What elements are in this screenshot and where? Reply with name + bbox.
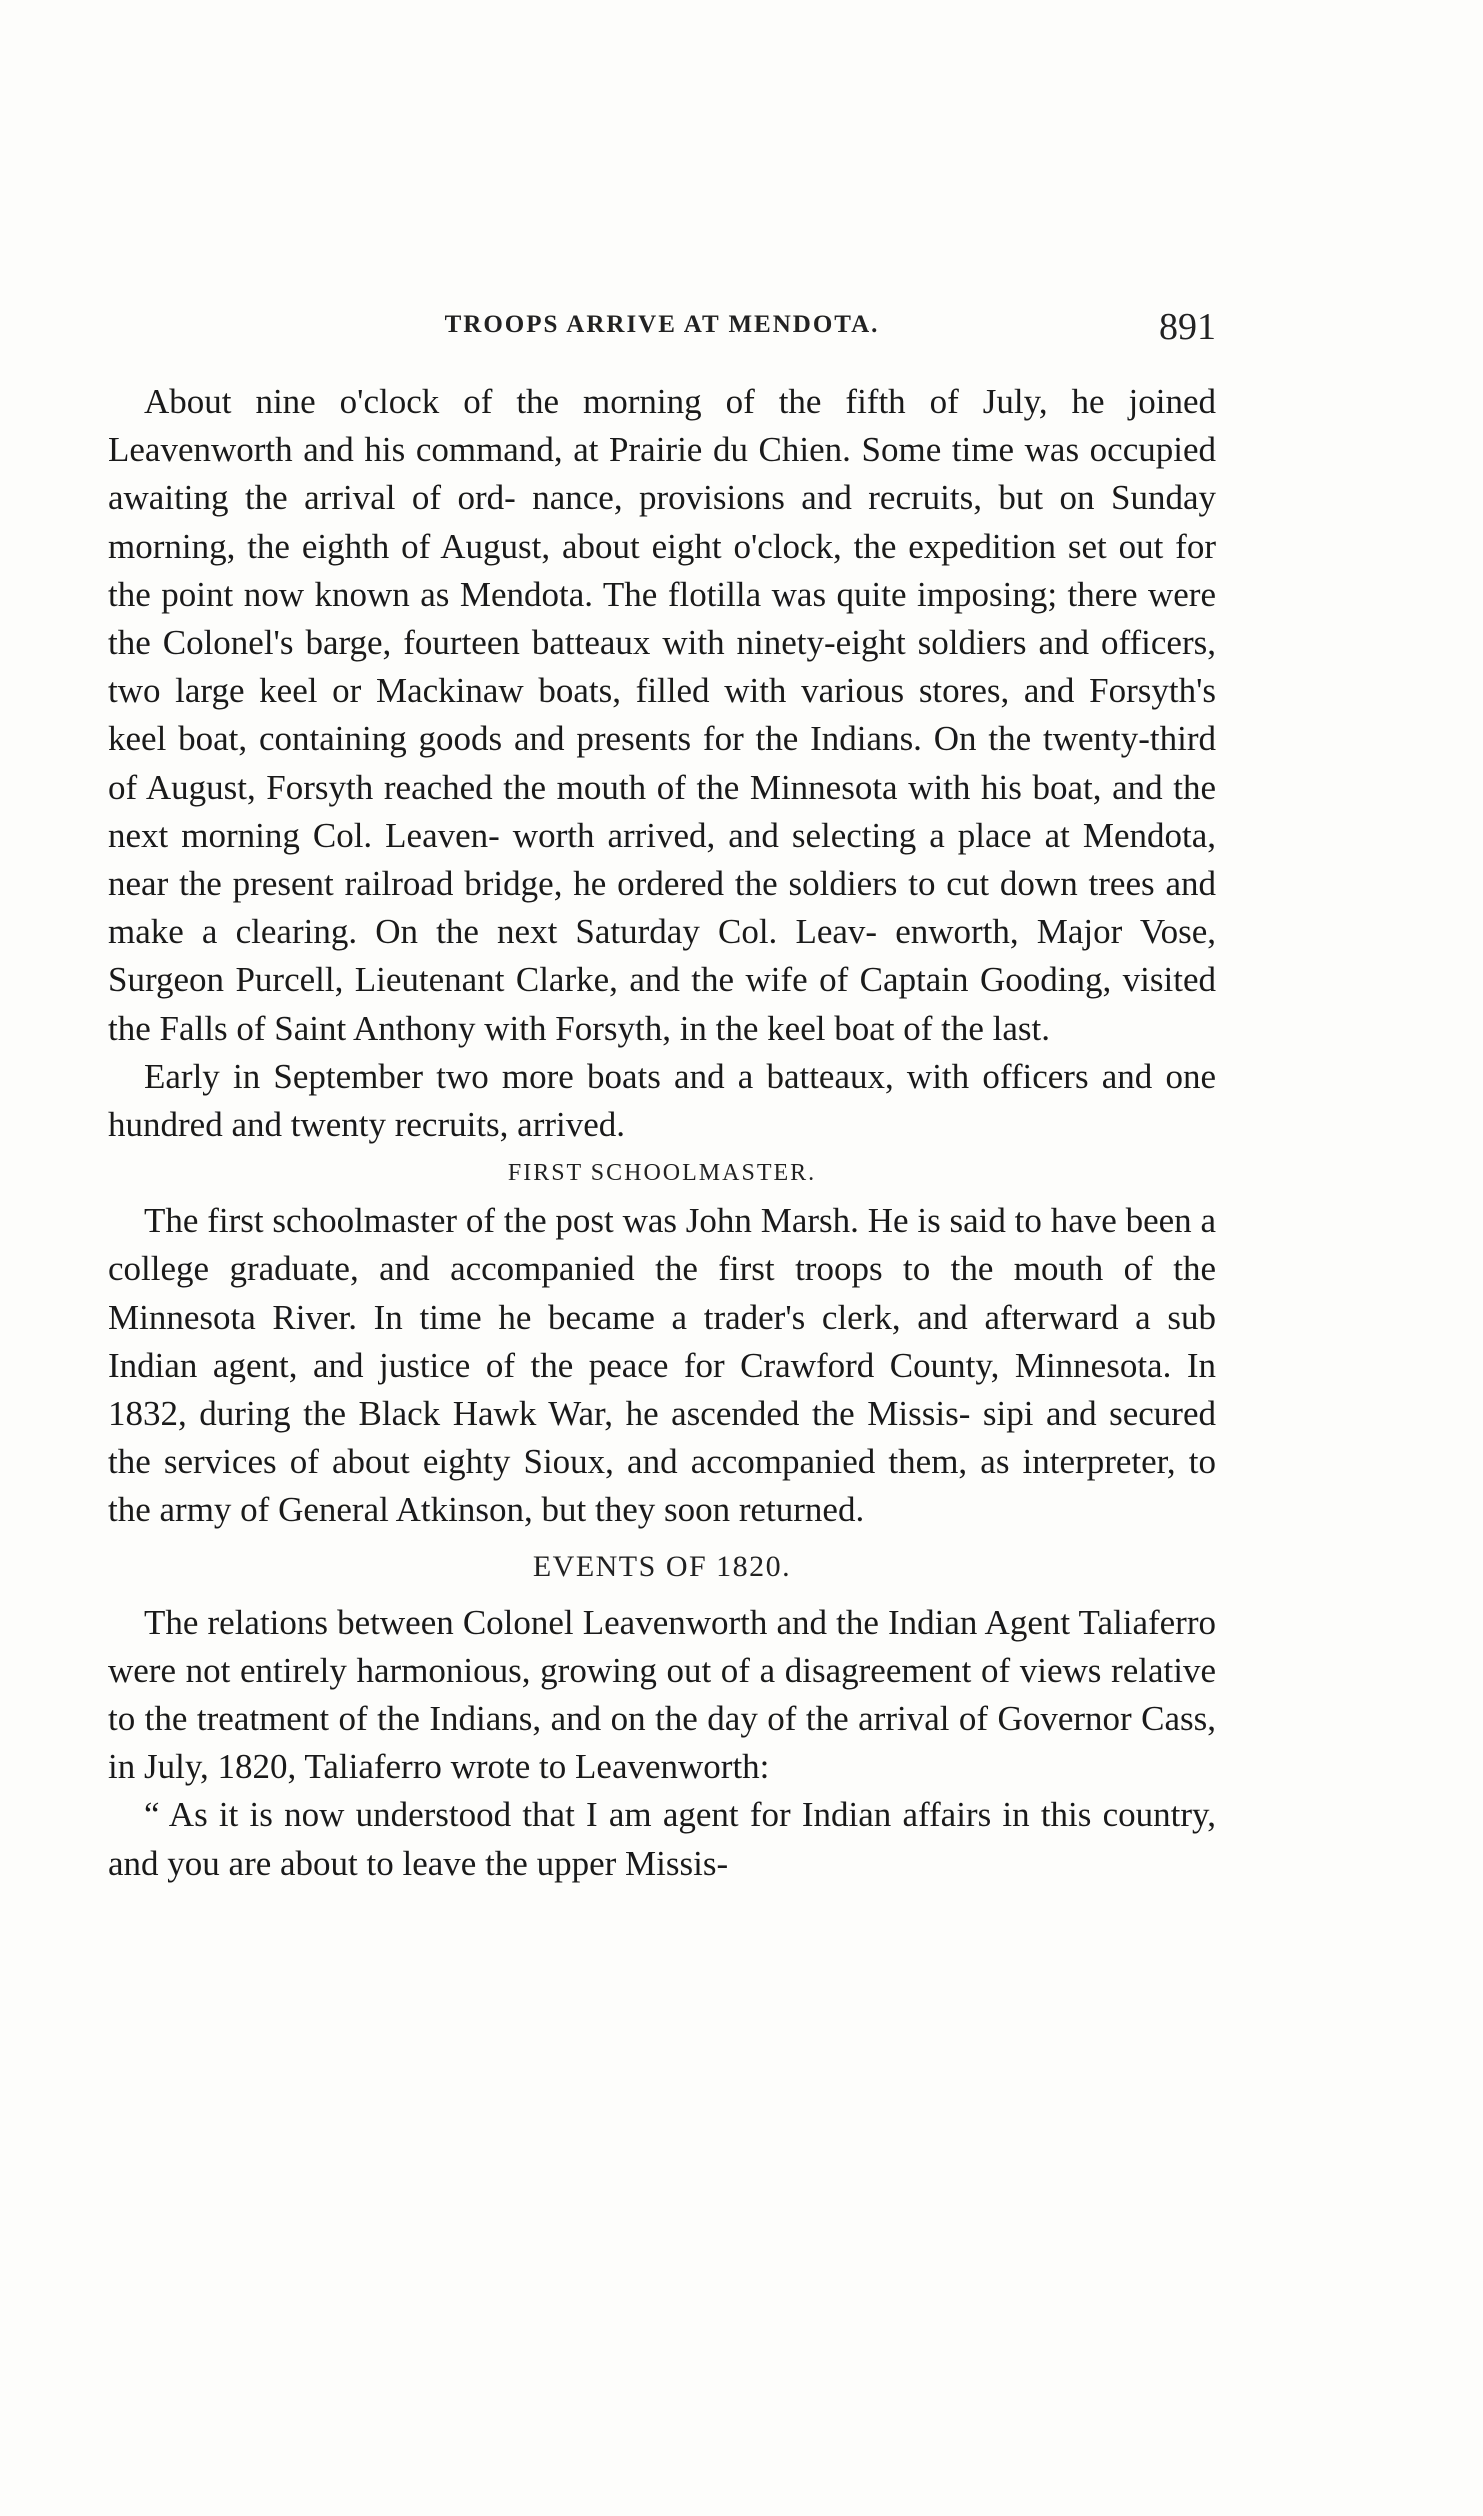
section-heading-events-1820: EVENTS OF 1820. bbox=[532, 1549, 792, 1583]
paragraph-relations: The relations between Colonel Leavenworth and the Indian Agent Taliaferro were not entirely harmonious, growing out of a disagreement of views relative to the treatment of the Indians, and on the day of the arrival of Governor Cass, in July, 1820, Taliaferro wrote to Leavenworth: bbox=[108, 1602, 1216, 1787]
paragraph-schoolmaster: The first schoolmaster of the post was John Marsh. He is said to have been a college graduate, and accompanied the first troops to the mouth of the Minnesota River. In time he became a trader's clerk, and afterward a sub Indian agent, and justice of the peace for Crawford County, Minnesota. In 1832, during the Black Hawk War, he ascended the Missis- sipi and secured the services of about eighty Sioux, and accompanied them, as interpreter, to the army of General Atkinson, but they soon returned. bbox=[108, 1201, 1216, 1530]
running-head: TROOPS ARRIVE AT MENDOTA. bbox=[444, 311, 880, 338]
body-text bbox=[108, 378, 1216, 1888]
page-header bbox=[108, 305, 1216, 355]
paragraph-arrival: About nine o'clock of the morning of the fifth of July, he joined Leavenworth and his command, at Prairie du Chien. Some time was occupied awaiting the arrival of ord- nance, provisions and recruits, but on Sunday morning, the eighth of August, about eight o'clock, the expedition set out for the point now known as Mendota. The flotilla was quite imposing; there were the Colonel's barge, fourteen batteaux with ninety-eight soldiers and officers, two large keel or Mackinaw boats, filled with various stores, and Forsyth's keel boat, containing goods and presents for the Indians. On the twenty-third of August, Forsyth reached the mouth of the Minnesota with his boat, and the next morning Col. Leaven- worth arrived, and selecting a place at Mendota, near the present railroad bridge, he ordered the soldiers to cut down trees and make a clearing. On the next Saturday Col. Leav- enworth, Major Vose, Surgeon Purcell, Lieutenant Clarke, and the wife of Captain Gooding, visited the Falls of Saint Anthony with Forsyth, in the keel boat of the last. bbox=[108, 382, 1216, 1048]
paragraph-letter-quote: “ As it is now understood that I am agent for Indian affairs in this country, and you are about to leave the upper Missis- bbox=[108, 1795, 1216, 1883]
section-heading-first-schoolmaster: FIRST SCHOOLMASTER. bbox=[507, 1160, 817, 1187]
page-number: 891 bbox=[1159, 306, 1216, 348]
paragraph-recruits: Early in September two more boats and a batteaux, with officers and one hundred and twenty recruits, arrived. bbox=[108, 1056, 1216, 1145]
